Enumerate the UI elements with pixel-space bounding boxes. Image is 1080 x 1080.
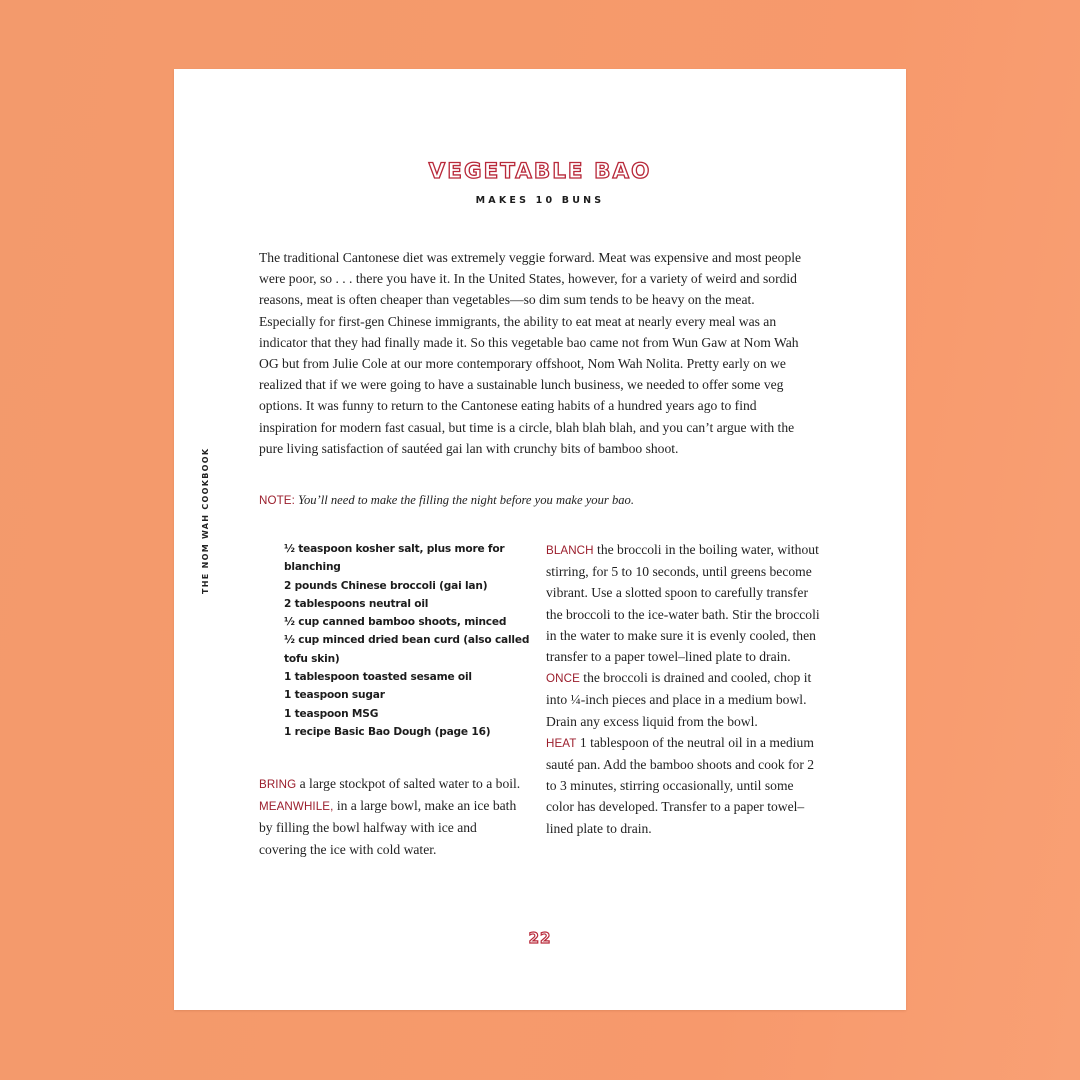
step-lead-word: BRING bbox=[259, 778, 297, 791]
ingredient-item: 1 tablespoon toasted sesame oil bbox=[284, 671, 472, 684]
method-step bbox=[546, 732, 821, 839]
step-text: the broccoli in the boiling water, without stirring, for 5 to 10 seconds, until greens become vibrant. Use a slotted spoon to carefully transfer the broccoli to the ice-water bath. Stir the broccoli in the water to make sure it is evenly cooled, then transfer to a paper towel–lined plate to drain. bbox=[546, 542, 820, 665]
cookbook-page bbox=[174, 69, 906, 1010]
ingredient-item: ½ cup minced dried bean curd (also called tofu skin) bbox=[284, 634, 530, 665]
ingredient-item: 2 tablespoons neutral oil bbox=[284, 597, 429, 610]
page-number: 22 bbox=[528, 929, 552, 947]
step-lead-word: ONCE bbox=[546, 672, 580, 686]
note-label: NOTE: bbox=[259, 494, 295, 507]
method-step bbox=[259, 795, 521, 860]
method-column-right bbox=[546, 539, 821, 839]
ingredient-item: ½ cup canned bamboo shoots, minced bbox=[284, 616, 507, 629]
ingredient-item: ½ teaspoon kosher salt, plus more for blanching bbox=[284, 543, 505, 574]
method-step bbox=[546, 539, 821, 667]
step-lead-word: HEAT bbox=[546, 736, 577, 750]
ingredient-item: 1 teaspoon MSG bbox=[284, 707, 379, 720]
note-text: You’ll need to make the filling the night before you make your bao. bbox=[298, 493, 634, 507]
step-lead-word: BLANCH bbox=[546, 544, 594, 557]
step-lead-word: MEANWHILE, bbox=[259, 800, 334, 814]
step-text: a large stockpot of salted water to a boil. bbox=[296, 776, 521, 791]
recipe-title: VEGETABLE BAO bbox=[428, 159, 652, 183]
recipe-note bbox=[259, 491, 819, 510]
step-text: the broccoli is drained and cooled, chop it into ¼-inch pieces and place in a medium bowl. Drain any excess liquid from the bowl. bbox=[546, 670, 812, 729]
ingredient-item: 1 teaspoon sugar bbox=[284, 689, 385, 702]
method-step bbox=[546, 667, 821, 732]
ingredient-item: 1 recipe Basic Bao Dough (page 16) bbox=[284, 725, 491, 738]
step-text: 1 tablespoon of the neutral oil in a medium sauté pan. Add the bamboo shoots and cook for 2 to 3 minutes, stirring occasionally, until some color has developed. Transfer to a paper towel–lined plate to drain. bbox=[546, 734, 815, 836]
intro-paragraph: The traditional Cantonese diet was extremely veggie forward. Meat was expensive and most people were poor, so . . . there you have it. In the United States, however, for a variety of weird and sordid reasons, meat is often cheaper than vegetables—so dim sum tends to be heavy on the meat. Especially for first-gen Chinese immigrants, the ability to eat meat at nearly every meal was an indicator that they had finally made it. So this vegetable bao came not from Wun Gaw at Nom Wah OG but from Julie Cole at our more contemporary offshoot, Nom Wah Nolita. Pretty early on we realized that if we were going to have a sustainable lunch business, we needed to offer some veg options. It was funny to return to the Cantonese eating habits of a hundred years ago to find inspiration for modern fast casual, but time is a circle, blah blah blah, and you can’t argue with the pure living satisfaction of sautéed gai lan with crunchy bits of bamboo shoot. bbox=[259, 250, 802, 456]
running-head: THE NOM WAH COOKBOOK bbox=[201, 447, 210, 594]
ingredient-item: 2 pounds Chinese broccoli (gai lan) bbox=[284, 579, 488, 592]
method-step bbox=[259, 773, 521, 795]
method-column-left bbox=[259, 773, 521, 860]
step-text: in a large bowl, make an ice bath by filling the bowl halfway with ice and covering the ice with cold water. bbox=[259, 798, 517, 857]
ingredient-list bbox=[284, 540, 534, 741]
recipe-yield: MAKES 10 BUNS bbox=[475, 195, 605, 206]
